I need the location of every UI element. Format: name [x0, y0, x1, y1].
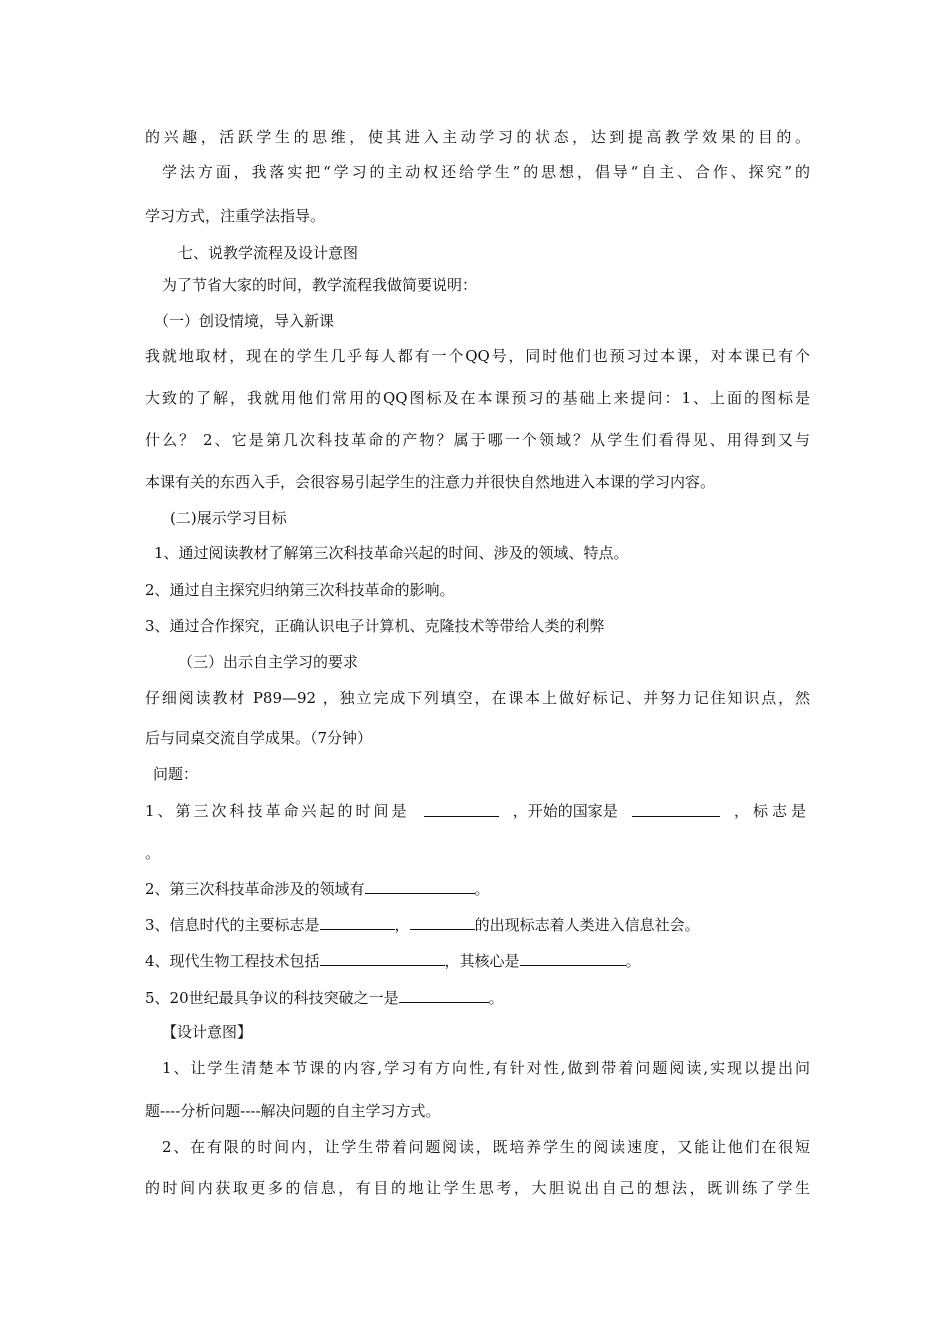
question-text: 。 — [474, 880, 490, 898]
design-intent-heading: 【设计意图】 — [162, 1023, 253, 1041]
question-text: 5、20世纪最具争议的科技突破之一是 — [145, 989, 399, 1007]
question-text: ，标志是 — [733, 802, 810, 820]
fill-blank — [632, 801, 720, 817]
fill-blank — [410, 914, 475, 930]
question-2 — [145, 878, 810, 899]
text-line: 问题： — [153, 765, 199, 783]
text-line: 的兴趣，活跃学生的思维，使其进入主动学习的状态，达到提高教学效果的目的。 — [145, 128, 810, 146]
fill-blank — [320, 950, 445, 966]
text-line: 什么？ 2、它是第几次科技革命的产物？属于哪一个领域？从学生们看得见、用得到又与 — [145, 431, 810, 449]
question-text: 1、第三次科技革命兴起的时间是 — [145, 802, 410, 820]
text-line: 学习方式，注重学法指导。 — [145, 207, 326, 225]
text-line: 的时间内获取更多的信息，有目的地让学生思考，大胆说出自己的想法，既训练了学生 — [145, 1179, 810, 1197]
question-text: 的出现标志着人类进入信息社会。 — [474, 916, 700, 934]
text-line: 学法方面，我落实把“学习的主动权还给学生”的思想，倡导“自主、合作、探究”的 — [162, 163, 810, 181]
text-line: 2、在有限的时间内，让学生带着问题阅读，既培养学生的阅读速度，又能让他们在很短 — [162, 1138, 810, 1156]
question-text: ，开始的国家是 — [512, 802, 618, 820]
text-line: 1、让学生清楚本节课的内容,学习有方向性,有针对性,做到带着问题阅读,实现以提出问 — [162, 1059, 810, 1077]
list-item: 3、通过合作探究，正确认识电子计算机、克隆技术等带给人类的利弊 — [145, 617, 605, 635]
question-5 — [145, 987, 810, 1008]
question-text: ，其核心是 — [444, 952, 520, 970]
question-4 — [145, 950, 810, 971]
list-item: 1、通过阅读教材了解第三次科技革命兴起的时间、涉及的领域、特点。 — [154, 544, 629, 562]
question-text: 3、信息时代的主要标志是 — [145, 916, 320, 934]
question-text: 。 — [488, 989, 504, 1007]
section-heading: 七、说教学流程及设计意图 — [178, 244, 359, 262]
fill-blank — [424, 801, 499, 817]
subsection-heading: （一）创设情境，导入新课 — [154, 312, 335, 330]
subsection-heading: （三）出示自主学习的要求 — [178, 653, 359, 671]
list-item: 2、通过自主探究归纳第三次科技革命的影响。 — [145, 581, 455, 599]
question-text: ， — [394, 916, 410, 934]
fill-blank — [320, 914, 395, 930]
text-line: 。 — [145, 844, 161, 862]
text-line: 后与同桌交流自学成果。（7分钟） — [145, 729, 373, 747]
text-line: 我就地取材，现在的学生几乎每人都有一个QQ号，同时他们也预习过本课，对本课已有个 — [145, 347, 810, 365]
question-1 — [145, 801, 810, 821]
question-text: 4、现代生物工程技术包括 — [145, 952, 320, 970]
text-line: 为了节省大家的时间，教学流程我做简要说明： — [162, 276, 478, 294]
text-line: 仔细阅读教材 P89—92 ，独立完成下列填空，在课本上做好标记、并努力记住知识点，然 — [145, 689, 810, 707]
question-3 — [145, 914, 810, 935]
fill-blank — [399, 987, 489, 1003]
subsection-heading: (二)展示学习目标 — [170, 509, 287, 527]
text-line: 题----分析问题----解决问题的自主学习方式。 — [145, 1102, 441, 1120]
question-text: 。 — [625, 952, 641, 970]
text-line: 大致的了解，我就用他们常用的QQ图标及在本课预习的基础上来提问：1、上面的图标是 — [145, 389, 810, 407]
fill-blank — [520, 950, 626, 966]
fill-blank — [365, 878, 475, 894]
question-text: 2、第三次科技革命涉及的领域有 — [145, 880, 365, 898]
text-line: 本课有关的东西入手，会很容易引起学生的注意力并很快自然地进入本课的学习内容。 — [145, 473, 716, 491]
